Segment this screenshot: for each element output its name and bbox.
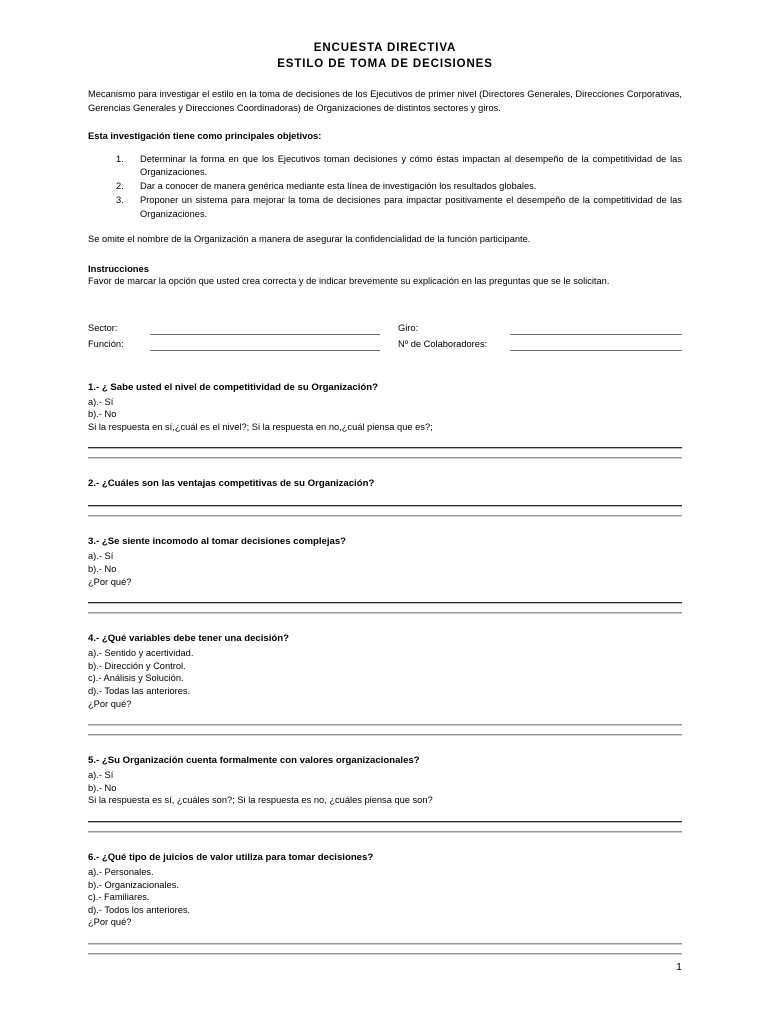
question-1 xyxy=(88,381,682,434)
answer-rule[interactable] xyxy=(88,602,682,604)
instructions-heading: Instrucciones xyxy=(88,263,149,275)
objective-number: 3. xyxy=(116,195,124,206)
field-label-giro: Giro: xyxy=(398,322,419,333)
question-4-answer-lines[interactable] xyxy=(88,724,682,736)
question-1-option-a[interactable]: a).- Sí xyxy=(88,396,114,407)
question-6-answer-lines[interactable] xyxy=(88,943,682,955)
intro-paragraph: Mecanismo para investigar el estilo en la toma de decisiones de los Ejecutivos de primer nivel (Directores Generales, Direcciones Corporativas, Gerencias Generales y Direcciones Coordinadoras) de Organizaciones de distintos sectores y giros. xyxy=(88,89,682,113)
objective-text: Proponer un sistema para mejorar la toma de decisiones para impactar positivamente el desempeño de la competitividad de las Organizaciones. xyxy=(140,195,682,219)
question-5-heading: 5.- ¿Su Organización cuenta formalmente con valores organizacionales? xyxy=(88,755,420,767)
question-4-followup: ¿Por qué? xyxy=(88,698,132,709)
objective-text: Determinar la forma en que los Ejecutivos toman decisiones y cómo éstas impactan al desempeño de la competitividad de las Organizaciones. xyxy=(140,153,682,177)
question-6-option-d[interactable]: d).- Todos los anteriores. xyxy=(88,904,191,915)
question-6-option-b[interactable]: b).- Organizacionales. xyxy=(88,879,179,890)
question-5-option-b[interactable]: b).- No xyxy=(88,782,117,793)
confidentiality-note: Se omite el nombre de la Organización a manera de asegurar la confidencialidad de la función participante. xyxy=(88,233,531,244)
field-input-sector[interactable] xyxy=(150,323,380,335)
field-row-funcion xyxy=(88,335,398,351)
question-4 xyxy=(88,632,682,710)
answer-rule[interactable] xyxy=(88,953,682,955)
document-title xyxy=(88,40,682,72)
question-5-option-a[interactable]: a).- Sí xyxy=(88,770,114,781)
instructions-body: Favor de marcar la opción que usted crea correcta y de indicar brevemente su explicación en las preguntas que se le solicitan. xyxy=(88,276,610,287)
objectives-list xyxy=(88,153,682,221)
answer-rule[interactable] xyxy=(88,734,682,736)
objective-item xyxy=(88,194,682,220)
field-row-giro xyxy=(398,319,682,335)
field-label-sector: Sector: xyxy=(88,322,118,333)
question-1-followup: Si la respuesta en sí,¿cuál es el nivel?; Si la respuesta en no,¿cuál piensa que es?; xyxy=(88,421,433,432)
answer-rule[interactable] xyxy=(88,724,682,726)
question-3-option-a[interactable]: a).- Sí xyxy=(88,551,114,562)
question-4-option-a[interactable]: a).- Sentido y acertividad. xyxy=(88,648,194,659)
question-4-option-c[interactable]: c).- Análisis y Solución. xyxy=(88,673,184,684)
field-input-funcion[interactable] xyxy=(150,339,380,351)
title-line-1: ENCUESTA DIRECTIVA xyxy=(313,42,457,54)
respondent-fields-right xyxy=(398,319,682,351)
question-3-option-b[interactable]: b).- No xyxy=(88,563,117,574)
respondent-fields xyxy=(88,319,682,351)
question-1-answer-lines[interactable] xyxy=(88,447,682,459)
question-6-option-a[interactable]: a).- Personales. xyxy=(88,866,154,877)
question-6 xyxy=(88,851,682,929)
question-3-answer-lines[interactable] xyxy=(88,602,682,614)
question-5 xyxy=(88,754,682,807)
answer-rule[interactable] xyxy=(88,457,682,459)
objective-number: 1. xyxy=(116,153,124,164)
field-input-giro[interactable] xyxy=(510,323,682,335)
field-row-sector xyxy=(88,319,398,335)
answer-rule[interactable] xyxy=(88,821,682,823)
question-4-heading: 4.- ¿Qué variables debe tener una decisión? xyxy=(88,633,289,645)
objective-text: Dar a conocer de manera genérica mediante esta línea de investigación los resultados globales. xyxy=(140,181,537,192)
question-4-option-d[interactable]: d).- Todas las anteriores. xyxy=(88,685,191,696)
answer-rule[interactable] xyxy=(88,447,682,449)
question-6-option-c[interactable]: c).- Familiares. xyxy=(88,892,150,903)
objective-item xyxy=(88,180,682,193)
question-2-heading: 2.- ¿Cuáles son las ventajas competitivas de su Organización? xyxy=(88,478,375,490)
objective-number: 2. xyxy=(116,181,124,192)
question-4-option-b[interactable]: b).- Dirección y Control. xyxy=(88,660,186,671)
title-line-2: ESTILO DE TOMA DE DECISIONES xyxy=(277,58,493,70)
answer-rule[interactable] xyxy=(88,505,682,507)
respondent-fields-left xyxy=(88,319,398,351)
question-5-followup: Si la respuesta es sí, ¿cuáles son?; Si la respuesta es no, ¿cuáles piensa que son? xyxy=(88,795,433,806)
question-2-answer-lines[interactable] xyxy=(88,505,682,517)
question-5-answer-lines[interactable] xyxy=(88,821,682,833)
field-label-colaboradores: Nº de Colaboradores: xyxy=(398,338,488,349)
question-3-followup: ¿Por qué? xyxy=(88,576,132,587)
field-input-colaboradores[interactable] xyxy=(510,339,682,351)
answer-rule[interactable] xyxy=(88,943,682,945)
question-3 xyxy=(88,535,682,588)
question-6-heading: 6.- ¿Qué tipo de juicios de valor utiliza para tomar decisiones? xyxy=(88,851,374,863)
field-row-colaboradores xyxy=(398,335,682,351)
answer-rule[interactable] xyxy=(88,831,682,833)
answer-rule[interactable] xyxy=(88,612,682,614)
objectives-heading: Esta investigación tiene como principales objetivos: xyxy=(88,130,322,142)
question-2 xyxy=(88,477,682,491)
objective-item xyxy=(88,153,682,179)
question-3-heading: 3.- ¿Se siente incomodo al tomar decisiones complejas? xyxy=(88,536,347,548)
question-1-heading: 1.- ¿ Sabe usted el nivel de competitividad de su Organización? xyxy=(88,381,379,393)
question-6-followup: ¿Por qué? xyxy=(88,917,132,928)
page-number: 1 xyxy=(676,961,682,973)
answer-rule[interactable] xyxy=(88,515,682,517)
field-label-funcion: Función: xyxy=(88,338,124,349)
document-content xyxy=(88,40,682,973)
question-1-option-b[interactable]: b).- No xyxy=(88,409,117,420)
